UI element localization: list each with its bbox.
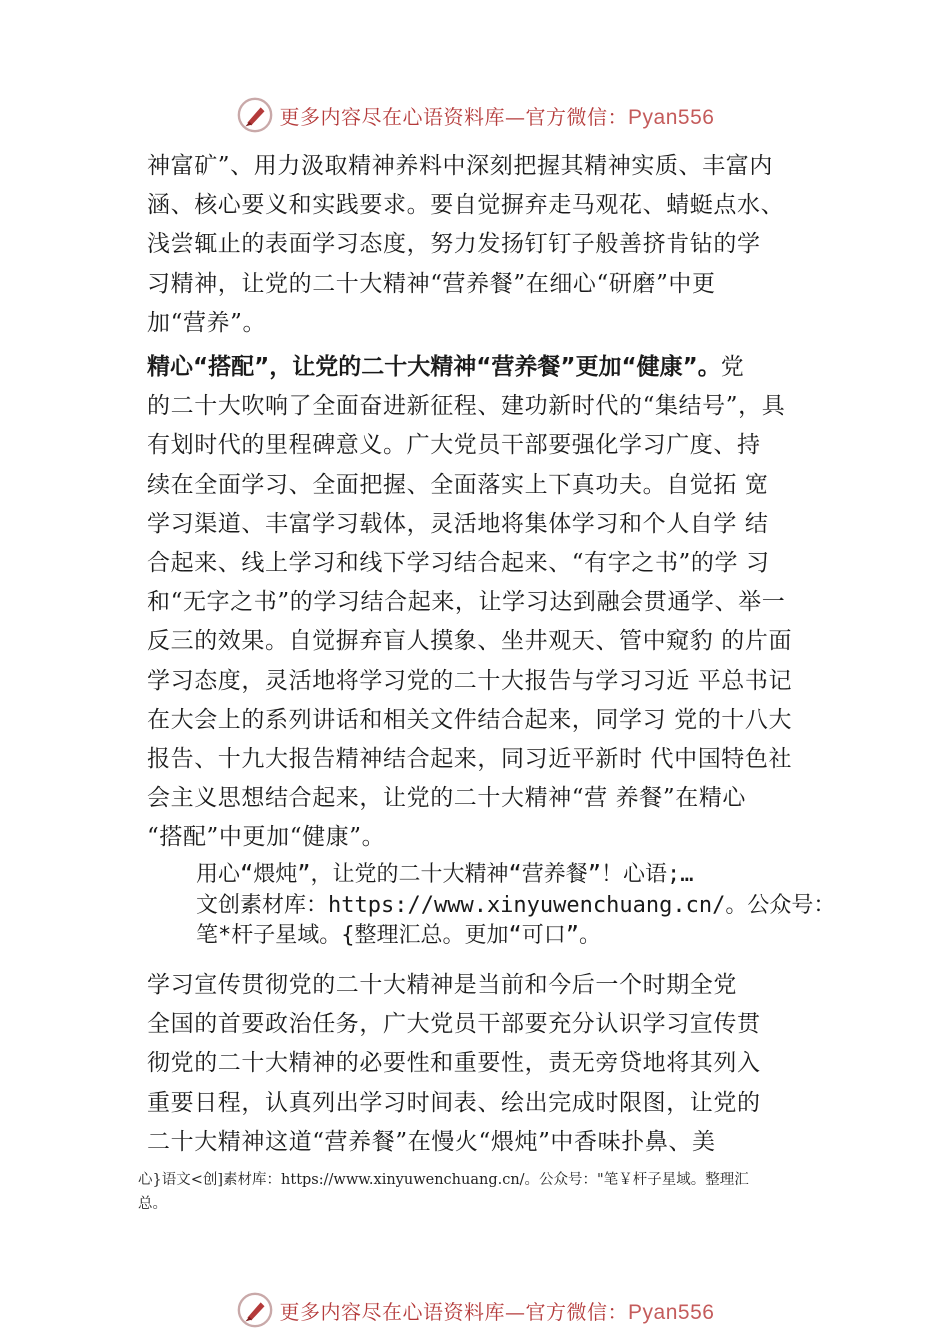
paragraph-4: 学习宣传贯彻党的二十大精神是当前和今后一个时期全党 全国的首要政治任务，广大党员干部要充分认识学习宣传贯 彻党的二十大精神的必要性和重要性，责无旁贷地将其列入 重要日程，认真列出学习时间表、绘出完成时限图，让党的 二十大精神这道“营养餐”在慢火“煨炖”中香味扑鼻、美: [147, 972, 761, 1155]
paragraph-3: 用心“煨炖”，让党的二十大精神“营养餐”！心语;… 文创素材库：https://www.xinyuwenchuang.cn/。公众号： 笔*杆子星域。{整理汇总。更加“可口”。: [196, 862, 836, 948]
banner-text: 更多内容尽在心语资料库—官方微信：Pyan556: [279, 104, 715, 129]
wechat-id: Pyan556: [628, 1300, 715, 1324]
footnote: 心}语文<创]素材库：https://www.xinyuwenchuang.cn/。公众号："笔￥杆子星域。整理汇 总。: [138, 1172, 749, 1212]
section-heading: 精心“搭配”，让党的二十大精神“营养餐”更加“健康”。: [147, 354, 721, 380]
wechat-id: Pyan556: [628, 105, 715, 129]
paragraph-2-text: 党 的二十大吹响了全面奋进新征程、建功新时代的“集结号”，具 有划时代的里程碑意义。广大党员干部要强化学习广度、持 续在全面学习、全面把握、全面落实上下真功夫。自觉拓 宽 学习渠道、丰富学习载体，灵活地将集体学习和个人自学 结 合起来、线上学习和线下学习结合起来、“有字之书”的学 习 和“无字之书”的学习结合起来，让学习达到融会贯通学、举一 反三的效果。自觉摒弃盲人摸象、坐井观天、管中窥豹 的片面 学习态度，灵活地将学习党的二十大报告与学习习近 平总书记 在大会上的系列讲话和相关文件结合起来，同学习 党的十八大 报告、十九大报告精神结合起来，同习近平新时 代中国特色社 会主义思想结合起来，让党的二十大精神“营 养餐”在精心 “搭配”中更加“健康”。: [147, 354, 793, 851]
footer-banner: [0, 1288, 950, 1332]
paragraph-1: 神富矿”、用力汲取精神养料中深刻把握其精神实质、丰富内 涵、核心要义和实践要求。要自觉摒弃走马观花、蜻蜓点水、 浅尝辄止的表面学习态度，努力发扬钉钉子般善挤肯钻的学 习精神，让党的二十大精神“营养餐”在细心“研磨”中更 加“营养”。: [147, 153, 785, 336]
pen-nib-logo-icon: [236, 1291, 274, 1329]
pen-nib-logo-icon: [236, 96, 274, 134]
banner-text: 更多内容尽在心语资料库—官方微信：Pyan556: [279, 1299, 715, 1324]
paragraph-2: [147, 348, 827, 858]
header-banner: [0, 93, 950, 137]
